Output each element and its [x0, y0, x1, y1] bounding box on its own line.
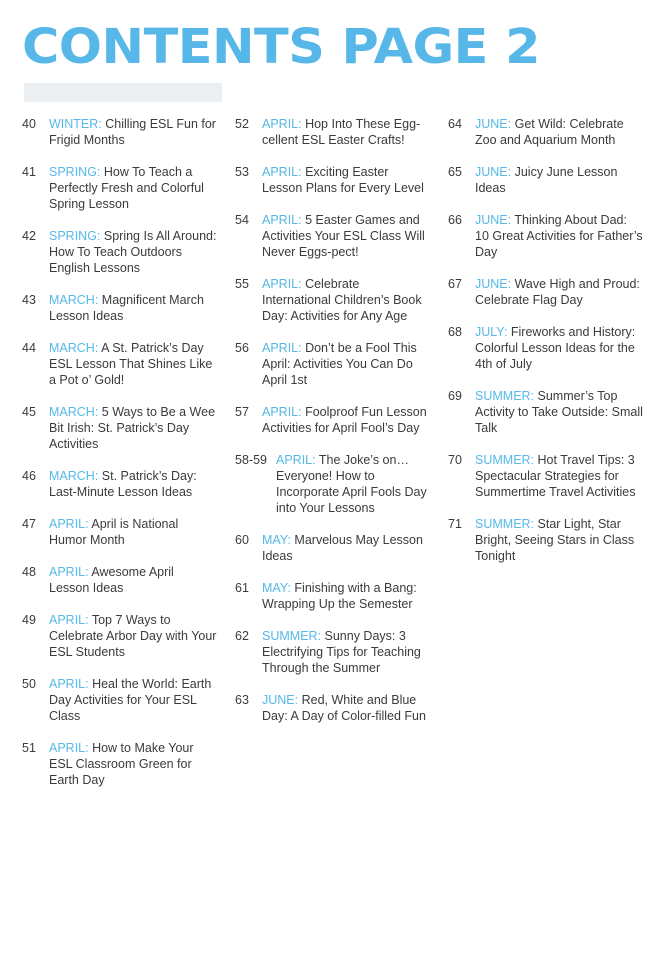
- toc-entry-page-number: 71: [448, 517, 462, 532]
- toc-entry-text: [49, 740, 217, 788]
- toc-entry[interactable]: [22, 116, 217, 148]
- toc-entry-title: Hot Travel Tips: 3 Spectacular Strategies for Summertime Travel Activities: [475, 453, 636, 500]
- toc-entry[interactable]: [448, 452, 643, 500]
- toc-entry-text: [262, 404, 430, 436]
- toc-entry-text: [49, 564, 217, 596]
- toc-entry-page-number: 41: [22, 165, 36, 180]
- toc-entry-title: Red, White and Blue Day: A Day of Color-filled Fun: [262, 693, 426, 724]
- toc-entry-title: Don’t be a Fool This April: Activities You Can Do April 1st: [262, 341, 417, 388]
- toc-entry-text: [49, 468, 217, 500]
- toc-entry[interactable]: [22, 564, 217, 596]
- toc-entry-category: JUNE:: [475, 165, 512, 180]
- toc-entry-title: Celebrate International Children’s Book Day: Activities for Any Age: [262, 277, 422, 324]
- contents-column-1: [22, 116, 217, 804]
- toc-entry[interactable]: [448, 324, 643, 372]
- toc-entry-text: [262, 580, 430, 612]
- toc-entry-category: APRIL:: [49, 613, 89, 628]
- toc-entry-category: SUMMER:: [475, 517, 535, 532]
- toc-entry-text: [262, 532, 430, 564]
- toc-entry[interactable]: [235, 532, 430, 564]
- toc-entry-text: [475, 212, 643, 260]
- toc-entry-text: [49, 228, 217, 276]
- toc-entry-title: Summer’s Top Activity to Take Outside: Small Talk: [475, 389, 643, 436]
- toc-entry-category: SUMMER:: [262, 629, 322, 644]
- toc-entry-title: Chilling ESL Fun for Frigid Months: [49, 117, 216, 148]
- toc-entry-page-number: 42: [22, 229, 36, 244]
- toc-entry-category: APRIL:: [276, 453, 316, 468]
- toc-entry-title: Sunny Days: 3 Electrifying Tips for Teaching Through the Summer: [262, 629, 421, 676]
- toc-entry-page-number: 52: [235, 117, 249, 132]
- toc-entry-title: Juicy June Lesson Ideas: [475, 165, 618, 196]
- toc-entry-category: MARCH:: [49, 293, 99, 308]
- toc-entry[interactable]: [22, 468, 217, 500]
- toc-entry-category: APRIL:: [262, 405, 302, 420]
- toc-entry-text: [49, 676, 217, 724]
- toc-entry-text: [49, 292, 217, 324]
- toc-entry-page-number: 45: [22, 405, 36, 420]
- toc-entry-text: [276, 452, 430, 516]
- toc-entry-text: [49, 516, 217, 548]
- toc-entry[interactable]: [448, 516, 643, 564]
- toc-entry-category: APRIL:: [262, 117, 302, 132]
- toc-entry-page-number: 54: [235, 213, 249, 228]
- toc-entry-page-number: 44: [22, 341, 36, 356]
- toc-entry-category: MAY:: [262, 581, 291, 596]
- toc-entry[interactable]: [448, 388, 643, 436]
- toc-entry-page-number: 69: [448, 389, 462, 404]
- toc-entry-title: Awesome April Lesson Ideas: [49, 565, 174, 596]
- toc-entry-text: [49, 116, 217, 148]
- toc-entry[interactable]: [235, 116, 430, 148]
- toc-entry-page-number: 43: [22, 293, 36, 308]
- toc-entry-page-number: 62: [235, 629, 249, 644]
- toc-entry-page-number: 65: [448, 165, 462, 180]
- toc-entry-category: MAY:: [262, 533, 291, 548]
- toc-entry-category: SPRING:: [49, 165, 101, 180]
- toc-entry-category: APRIL:: [262, 277, 302, 292]
- toc-entry-text: [262, 164, 430, 196]
- toc-entry-title: Star Light, Star Bright, Seeing Stars in Class Tonight: [475, 517, 635, 564]
- toc-entry-category: MARCH:: [49, 405, 99, 420]
- toc-entry-category: SPRING:: [49, 229, 101, 244]
- toc-entry[interactable]: [22, 516, 217, 548]
- toc-entry-category: APRIL:: [262, 165, 302, 180]
- toc-entry[interactable]: [22, 228, 217, 276]
- contents-columns: [22, 116, 643, 804]
- toc-entry-category: APRIL:: [49, 565, 89, 580]
- toc-entry-text: [475, 276, 643, 308]
- toc-entry-title: Wave High and Proud: Celebrate Flag Day: [475, 277, 640, 308]
- toc-entry-page-number: 67: [448, 277, 462, 292]
- toc-entry-title: The Joke’s on… Everyone! How to Incorporate April Fools Day into Your Lessons: [276, 453, 427, 516]
- toc-entry-page-number: 68: [448, 325, 462, 340]
- toc-entry-title: April is National Humor Month: [49, 517, 179, 548]
- page-title: CONTENTS PAGE 2: [22, 19, 540, 75]
- toc-entry[interactable]: [22, 404, 217, 452]
- toc-entry-title: Spring Is All Around: How To Teach Outdoors English Lessons: [49, 229, 217, 276]
- toc-entry-page-number: 56: [235, 341, 249, 356]
- toc-entry[interactable]: [235, 276, 430, 324]
- toc-entry-title: 5 Ways to Be a Wee Bit Irish: St. Patrick’s Day Activities: [49, 405, 216, 452]
- toc-entry-page-number: 49: [22, 613, 36, 628]
- contents-column-2: [235, 116, 430, 804]
- toc-entry-category: JULY:: [475, 325, 508, 340]
- toc-entry[interactable]: [235, 692, 430, 724]
- toc-entry-title: Marvelous May Lesson Ideas: [262, 533, 423, 564]
- toc-entry-page-number: 51: [22, 741, 36, 756]
- toc-entry-page-number: 63: [235, 693, 249, 708]
- toc-entry[interactable]: [448, 164, 643, 196]
- toc-entry-text: [475, 164, 643, 196]
- toc-entry-category: SUMMER:: [475, 389, 535, 404]
- toc-entry[interactable]: [448, 116, 643, 148]
- contents-page: [0, 19, 650, 960]
- toc-entry-page-number: 66: [448, 213, 462, 228]
- title-underbar: [24, 83, 222, 102]
- toc-entry-text: [475, 324, 643, 372]
- toc-entry-text: [475, 388, 643, 436]
- toc-entry[interactable]: [22, 292, 217, 324]
- toc-entry-text: [262, 628, 430, 676]
- toc-entry[interactable]: [235, 404, 430, 436]
- toc-entry-title: Heal the World: Earth Day Activities for Your ESL Class: [49, 677, 212, 724]
- toc-entry[interactable]: [235, 580, 430, 612]
- toc-entry-title: Hop Into These Egg-cellent ESL Easter Crafts!: [262, 117, 421, 148]
- toc-entry-text: [262, 692, 430, 724]
- toc-entry-page-number: 61: [235, 581, 249, 596]
- toc-entry[interactable]: [235, 340, 430, 388]
- toc-entry-title: How To Teach a Perfectly Fresh and Colorful Spring Lesson: [49, 165, 204, 212]
- toc-entry-category: JUNE:: [475, 117, 512, 132]
- toc-entry-page-number: 57: [235, 405, 249, 420]
- toc-entry-text: [475, 116, 643, 148]
- toc-entry-category: SUMMER:: [475, 453, 535, 468]
- toc-entry[interactable]: [448, 276, 643, 308]
- toc-entry[interactable]: [22, 164, 217, 212]
- toc-entry-text: [49, 164, 217, 212]
- toc-entry-page-number: 60: [235, 533, 249, 548]
- toc-entry-text: [475, 452, 643, 500]
- toc-entry-title: Exciting Easter Lesson Plans for Every Level: [262, 165, 424, 196]
- toc-entry-title: St. Patrick’s Day: Last-Minute Lesson Ideas: [49, 469, 197, 500]
- toc-entry-page-number: 48: [22, 565, 36, 580]
- toc-entry-title: Foolproof Fun Lesson Activities for April Fool’s Day: [262, 405, 427, 436]
- toc-entry-category: MARCH:: [49, 469, 99, 484]
- toc-entry-text: [262, 340, 430, 388]
- toc-entry-category: APRIL:: [49, 741, 89, 756]
- toc-entry-title: Finishing with a Bang: Wrapping Up the Semester: [262, 581, 417, 612]
- toc-entry-page-number: 46: [22, 469, 36, 484]
- toc-entry-title: A St. Patrick’s Day ESL Lesson That Shines Like a Pot o’ Gold!: [49, 341, 213, 388]
- toc-entry-category: APRIL:: [262, 341, 302, 356]
- toc-entry-category: APRIL:: [49, 677, 89, 692]
- toc-entry-page-number: 50: [22, 677, 36, 692]
- toc-entry-page-number: 70: [448, 453, 462, 468]
- toc-entry[interactable]: [22, 740, 217, 788]
- toc-entry-category: WINTER:: [49, 117, 102, 132]
- toc-entry[interactable]: [235, 452, 430, 516]
- toc-entry[interactable]: [448, 212, 643, 260]
- toc-entry-category: APRIL:: [262, 213, 302, 228]
- toc-entry-title: Top 7 Ways to Celebrate Arbor Day with Your ESL Students: [49, 613, 217, 660]
- toc-entry-page-number: 47: [22, 517, 36, 532]
- toc-entry-page-number: 55: [235, 277, 249, 292]
- toc-entry-page-number: 53: [235, 165, 249, 180]
- toc-entry-text: [262, 116, 430, 148]
- toc-entry-text: [49, 340, 217, 388]
- toc-entry-title: Magnificent March Lesson Ideas: [49, 293, 204, 324]
- toc-entry-page-number: 58-59: [235, 453, 267, 468]
- toc-entry-title: Get Wild: Celebrate Zoo and Aquarium Month: [475, 117, 624, 148]
- toc-entry-text: [262, 276, 430, 324]
- toc-entry-title: Thinking About Dad: 10 Great Activities for Father’s Day: [475, 213, 643, 260]
- toc-entry-text: [475, 516, 643, 564]
- toc-entry-category: MARCH:: [49, 341, 99, 356]
- toc-entry-category: JUNE:: [262, 693, 299, 708]
- toc-entry[interactable]: [235, 164, 430, 196]
- toc-entry-category: JUNE:: [475, 277, 512, 292]
- toc-entry-title: 5 Easter Games and Activities Your ESL Class Will Never Eggs-pect!: [262, 213, 425, 260]
- toc-entry-title: Fireworks and History: Colorful Lesson Ideas for the 4th of July: [475, 325, 636, 372]
- toc-entry-page-number: 64: [448, 117, 462, 132]
- toc-entry-category: JUNE:: [475, 213, 512, 228]
- toc-entry-text: [49, 612, 217, 660]
- toc-entry[interactable]: [22, 612, 217, 660]
- toc-entry-text: [262, 212, 430, 260]
- toc-entry[interactable]: [235, 212, 430, 260]
- contents-column-3: [448, 116, 643, 804]
- toc-entry-text: [49, 404, 217, 452]
- toc-entry-page-number: 40: [22, 117, 36, 132]
- toc-entry[interactable]: [22, 676, 217, 724]
- toc-entry[interactable]: [22, 340, 217, 388]
- toc-entry-title: How to Make Your ESL Classroom Green for Earth Day: [49, 741, 194, 788]
- toc-entry-category: APRIL:: [49, 517, 89, 532]
- toc-entry[interactable]: [235, 628, 430, 676]
